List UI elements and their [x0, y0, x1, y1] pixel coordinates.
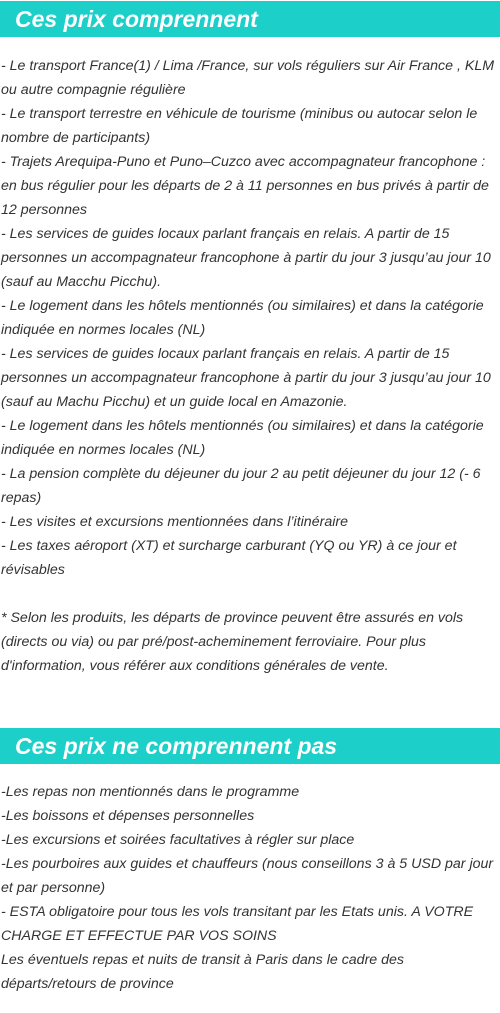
- included-section-title: Ces prix comprennent: [0, 1, 500, 37]
- list-item: -Les pourboires aux guides et chauffeurs (nous conseillons 3 à 5 USD par jour et par personne): [1, 856, 494, 896]
- list-item: - Trajets Arequipa-Puno et Puno–Cuzco avec accompagnateur francophone : en bus régulier pour les départs de 2 à 11 personnes en bus privés à partir de 12 personnes: [1, 154, 489, 218]
- list-item: - Le logement dans les hôtels mentionnés (ou similaires) et dans la catégorie indiquée en normes locales (NL): [1, 418, 484, 458]
- list-item: - Le logement dans les hôtels mentionnés (ou similaires) et dans la catégorie indiquée en normes locales (NL): [1, 298, 484, 338]
- list-item: - La pension complète du déjeuner du jour 2 au petit déjeuner du jour 12 (- 6 repas): [1, 466, 481, 506]
- list-item: -Les boissons et dépenses personnelles: [1, 808, 255, 824]
- list-item: - Les services de guides locaux parlant français en relais. A partir de 15 personnes un accompagnateur francophone à partir du jour 3 jusqu’au jour 10 (sauf au Macchu Picchu).: [1, 226, 491, 290]
- list-item: -Les repas non mentionnés dans le programme: [1, 784, 300, 800]
- included-list: [0, 54, 500, 582]
- footnote: * Selon les produits, les départs de province peuvent être assurés en vols (directs ou via) ou par pré/post-acheminement ferroviaire. Pour plus d'information, vous référer aux conditions générales de vente.: [1, 610, 464, 674]
- list-item: -Les excursions et soirées facultatives à régler sur place: [1, 832, 355, 848]
- excluded-list: [0, 780, 500, 996]
- list-item: - Les taxes aéroport (XT) et surcharge carburant (YQ ou YR) à ce jour et révisables: [1, 538, 457, 578]
- list-item: - Le transport France(1) / Lima /France, sur vols réguliers sur Air France , KLM ou autre compagnie régulière: [1, 58, 495, 98]
- list-item: Les éventuels repas et nuits de transit à Paris dans le cadre des départs/retours de province: [1, 952, 404, 992]
- list-item: - Le transport terrestre en véhicule de tourisme (minibus ou autocar selon le nombre de participants): [1, 106, 478, 146]
- list-item: - Les services de guides locaux parlant français en relais. A partir de 15 personnes un accompagnateur francophone à partir du jour 3 jusqu’au jour 10 (sauf au Machu Picchu) et un guide local en Amazonie.: [1, 346, 491, 410]
- list-item: - ESTA obligatoire pour tous les vols transitant par les Etats unis. A VOTRE CHARGE ET EFFECTUE PAR VOS SOINS: [1, 904, 474, 944]
- excluded-section-title: Ces prix ne comprennent pas: [0, 728, 500, 764]
- list-item: - Les visites et excursions mentionnées dans l’itinéraire: [1, 514, 348, 530]
